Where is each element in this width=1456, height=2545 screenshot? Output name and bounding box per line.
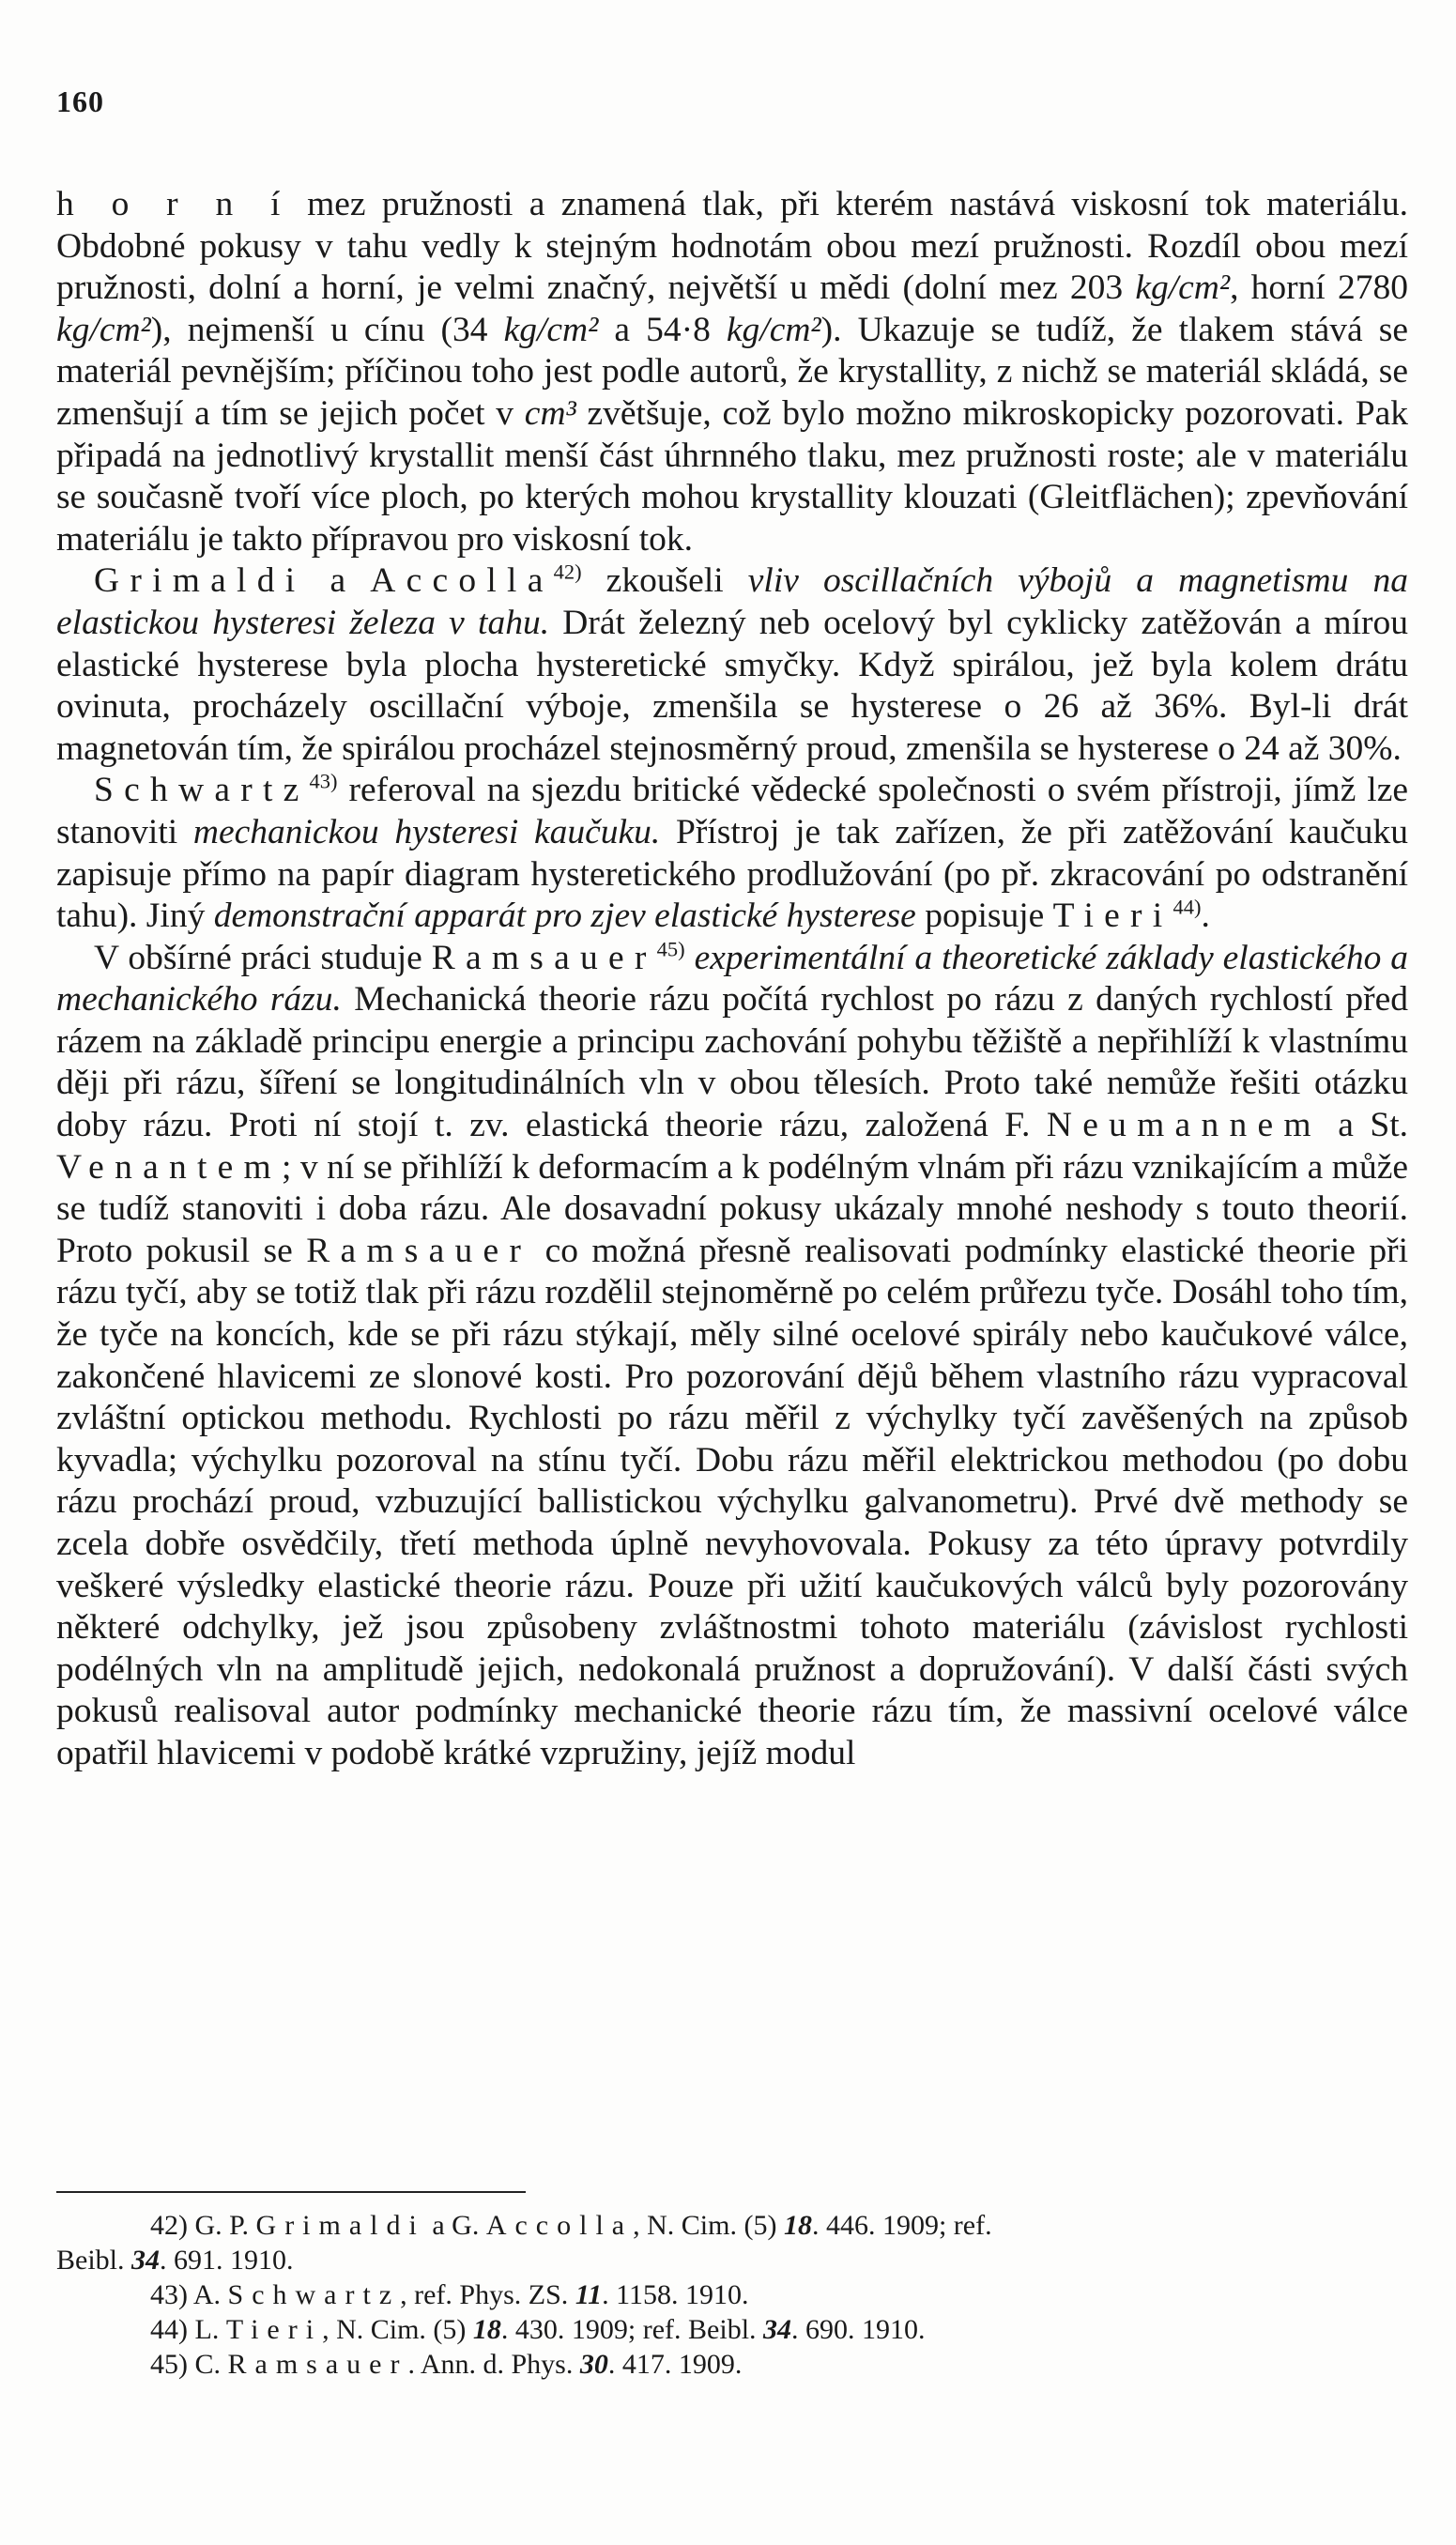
author-name: Schwartz bbox=[94, 771, 310, 810]
author-name: Tieri bbox=[225, 2314, 323, 2345]
page-number: 160 bbox=[56, 84, 104, 118]
author-name: Ramsauer bbox=[227, 2349, 408, 2380]
unit: kg/cm² bbox=[56, 310, 151, 349]
paragraph-2: Grimaldi a Accolla$^{42)}$ zkoušeli vliv oscillačních výbojů a magnetismu na elastickou hysteresi železa v tahu. Drát železný neb ocelový byl cyklicky zatěžován a mírou elastické hysterese byla plocha hysteretické smyčky. Když spirálou, jež byla kolem drátu ovinuta, procházely oscillační výboje, zmenšila se hysterese o 26 až 36%. Byl-li drát magnetován tím, že spirálou procházel stejnosměrný proud, zmenšila se hysterese o 24 až 30%. bbox=[56, 560, 1408, 768]
unit: cm³ bbox=[524, 393, 576, 433]
author-name: Ramsauer bbox=[431, 938, 657, 977]
footnote-ref[interactable]: 44) bbox=[1172, 895, 1202, 919]
footnote-43: 43) A. Schwartz, ref. Phys. ZS. 11. 1158. 1910. bbox=[150, 2279, 749, 2310]
unit: kg/cm² bbox=[1135, 268, 1231, 308]
emphasized-term: h o r n í bbox=[56, 185, 291, 223]
author-name: Neumannem bbox=[1046, 1106, 1322, 1145]
footnote-mark: 43) bbox=[150, 2279, 188, 2310]
footnote-separator bbox=[56, 2191, 526, 2193]
volume: 34 bbox=[763, 2314, 792, 2345]
unit: kg/cm² bbox=[503, 310, 599, 349]
unit: kg/cm² bbox=[726, 310, 821, 349]
footnotes bbox=[56, 2208, 1408, 2382]
paragraph-4: V obšírné práci studuje Ramsauer$^{45)}$ experimentální a theoretické základy elastického a mechanického rázu. Mechanická theorie rázu počítá rychlost po rázu z daných rychlostí před rázem na základě principu energie a principu zachování pohybu těžiště a nepřihlíží k vlastnímu ději při rázu, šíření se longitudinálních vln v obou tělesích. Proto také nemůže řešiti otázku doby rázu. Proti ní stojí t. zv. elastická theorie rázu, založená F. Neumannem a St. Venantem; v ní se přihlíží k deformacím a k podélným vlnám při rázu vznikajícím a může se tudíž stanoviti i doba rázu. Ale dosavadní pokusy ukázaly mnohé neshody s touto theorií. Proto pokusil se Ramsauer co možná přesně realisovati podmínky elastické theorie při rázu tyčí, aby se totiž tlak při rázu rozdělil stejnoměrně po celém průřezu tyče. Dosáhl toho tím, že tyče na koncích, kde se při rázu stýkají, měly silné ocelové spirály nebo kaučukové válce, zakončené hlavicemi ze slonové kosti. Pro pozorování dějů během vlastního rázu vypracoval zvláštní optickou methodu. Rychlosti po rázu měřil z výchylky tyčí zavěšených na způsob kyvadla; výchylku pozoroval na stínu tyčí. Dobu rázu měřil elektrickou methodou (po dobu rázu prochází proud, vzbuzující ballistickou výchylku galvanometru). Prvé dvě methody se zcela dobře osvědčily, třetí methoda úplně nevyhovovala. Pokusy za této úpravy potvrdily veškeré výsledky elastické theorie rázu. Pouze při užití kaučukových válců byly pozorovány některé odchylky, jež jsou způsobeny zvláštnostmi tohoto materiálu (závislost rychlosti podélných vln na amplitudě jejich, nedokonalá pružnost a dopružování). V další části svých pokusů realisoval autor podmínky mechanické theorie rázu tím, že massivní ocelové válce opatřil hlavicemi v podobě krátké vzpružiny, jejíž modul bbox=[56, 937, 1408, 1772]
author-name: Grimaldi bbox=[255, 2210, 425, 2241]
footnote-ref[interactable]: 42) bbox=[553, 560, 582, 584]
footnote-ref[interactable]: 45) bbox=[656, 937, 685, 961]
work-title: mechanickou hysteresi kaučuku. bbox=[192, 812, 661, 851]
footnote-44: 44) L. Tieri, N. Cim. (5) 18. 430. 1909; ref. Beibl. 34. 690. 1910. bbox=[150, 2314, 926, 2345]
author-name: Venantem bbox=[56, 1147, 282, 1187]
work-title: demonstrační apparát pro zjev elastické hysterese bbox=[213, 897, 916, 936]
author-name: Schwartz bbox=[227, 2279, 401, 2310]
paragraph-3: Schwartz$^{43)}$ referoval na sjezdu britické vědecké společnosti o svém přístroji, jímž lze stanoviti mechanickou hysteresi kaučuku. Přístroj je tak zařízen, že při zatěžování kaučuku zapisuje přímo na papír diagram hysteretického prodlužování (po př. zkracování po odstranění tahu). Jiný demonstrační apparát pro zjev elastické hysterese popisuje Tieri$^{44)}$. bbox=[56, 769, 1408, 936]
author-name: Tieri bbox=[1052, 897, 1173, 936]
author-name: Grimaldi bbox=[94, 561, 306, 601]
footnote-mark: 42) bbox=[150, 2210, 188, 2241]
work-title: experimentální a theoretické základy elastického a mechanického rázu. bbox=[56, 938, 1408, 1020]
footnote-ref[interactable]: 43) bbox=[309, 769, 338, 793]
footnote-45: 45) C. Ramsauer. Ann. d. Phys. 30. 417. 1909. bbox=[150, 2349, 743, 2380]
footnote-mark: 44) bbox=[150, 2314, 188, 2345]
author-name: Accolla bbox=[370, 561, 554, 601]
work-title: vliv oscillačních výbojů a magnetismu na elastickou hysteresi železa v tahu. bbox=[56, 561, 1408, 642]
author-name: Ramsauer bbox=[306, 1231, 532, 1270]
footnote-mark: 45) bbox=[150, 2349, 188, 2380]
footnote-42: 42) G. P. Grimaldi a G. Accolla, N. Cim. (5) 18. 446. 1909; ref. bbox=[150, 2210, 992, 2241]
paragraph-1: h o r n í mez pružnosti a znamená tlak, při kterém nastává viskosní tok materiálu. Obdobné pokusy v tahu vedly k stejným hodnotám obou mezí pružnosti. Rozdíl obou mezí pružnosti, dolní a horní, je velmi značný, největší u mědi (dolní mez 203 kg/cm², horní 2780 kg/cm²), nejmenší u cínu (34 kg/cm² a 54·8 kg/cm²). Ukazuje se tudíž, že tlakem stává se materiál pevnějším; příčinou toho jest podle autorů, že krystallity, z nichž se materiál skládá, se zmenšují a tím se jejich počet v cm³ zvětšuje, což bylo možno mikroskopicky pozorovati. Pak připadá na jednotlivý krystallit menší část úhrnného tlaku, mez pružnosti roste; ale v materiálu se současně tvoří více ploch, po kterých mohou krystallity klouzati (Gleitflächen); zpevňování materiálu je takto přípravou pro viskosní tok. bbox=[56, 185, 1409, 559]
volume: 30 bbox=[579, 2349, 608, 2380]
volume: 18 bbox=[783, 2210, 812, 2241]
footnote-42-continued: Beibl. 34. 691. 1910. bbox=[56, 2245, 294, 2276]
volume: 34 bbox=[131, 2245, 160, 2276]
body-text bbox=[56, 184, 1408, 1775]
volume: 18 bbox=[472, 2314, 501, 2345]
volume: 11 bbox=[575, 2279, 603, 2310]
author-name: Accolla bbox=[485, 2210, 634, 2241]
